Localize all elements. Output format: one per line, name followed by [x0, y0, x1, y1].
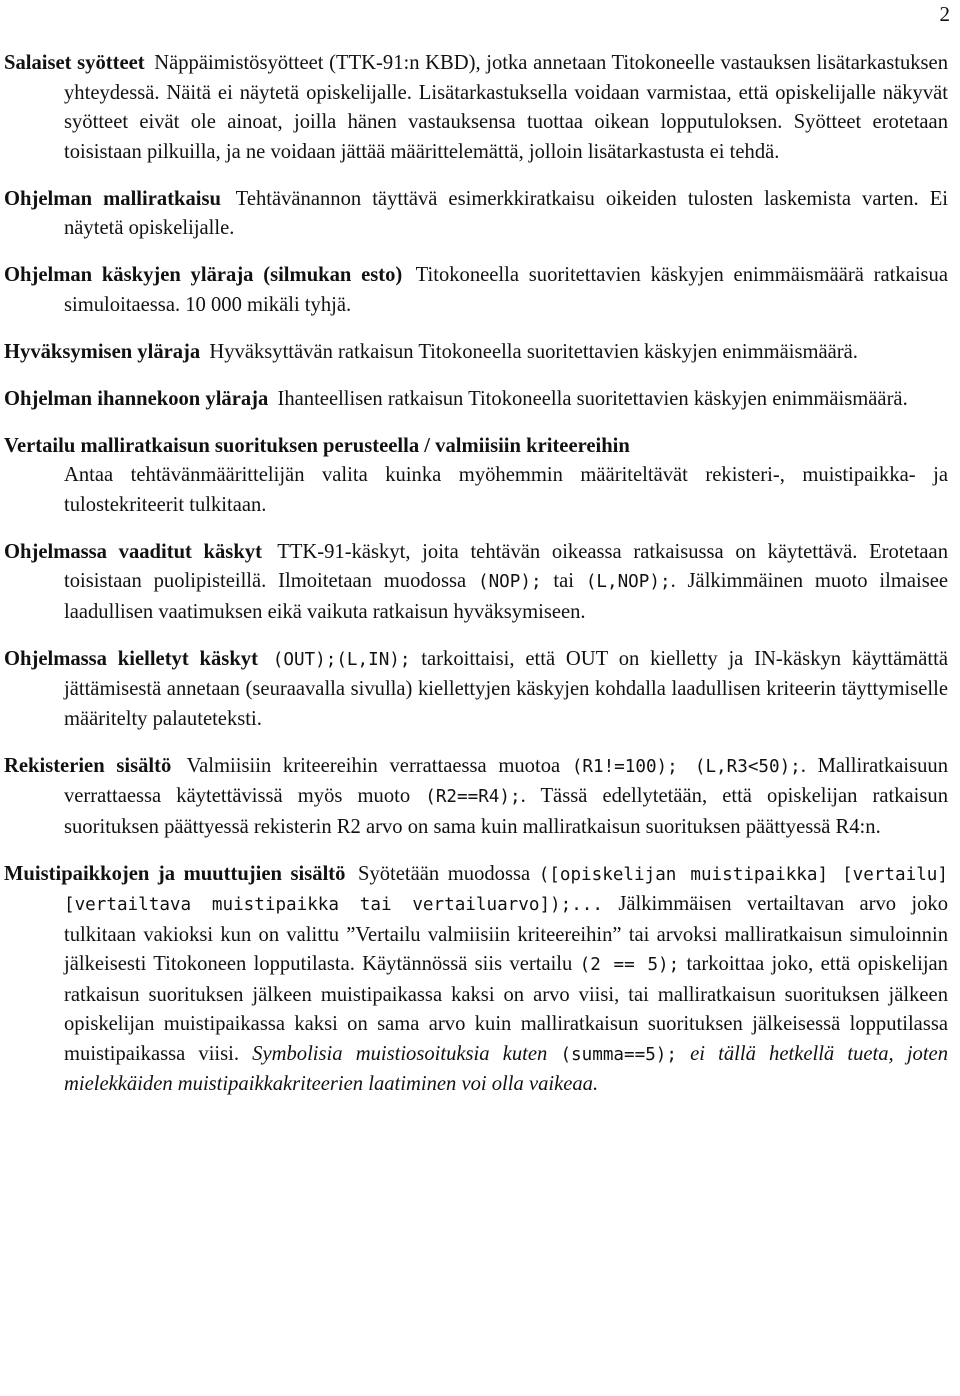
code-snippet: (R2==R4);: [425, 787, 521, 807]
entry-rekisterien-sisalto: [0, 752, 948, 843]
term-label: Vertailu malliratkaisun suorituksen perusteella / valmiisiin kriteereihin: [4, 434, 630, 457]
term-description: Antaa tehtävänmäärittelijän valita kuinka myöhemmin määriteltävät rekisteri-, muistipaikka- ja tulostekriteerit tulkitaan.: [64, 464, 948, 516]
term-description: . Malliratkaisuun verrattaessa käytettävissä myös muoto: [64, 754, 949, 807]
term-description: Jälkimmäisen vertailtavan arvo joko tulkitaan vakioksi kun on valittu ”Vertailu valmiisiin kriteereihin” tai arvoksi malliratkaisun simuloinnin jälkeisesti Titokoneen lopputilasta. Käytännössä siis vertailu: [64, 893, 948, 975]
entry-kielletyt-kaskyt: [0, 645, 948, 735]
term-label: Hyväksymisen yläraja: [4, 340, 201, 363]
code-snippet: ([opiskelijan muistipaikka] [vertailu] [vertailtava muistipaikka tai vertailuarvo]);...: [64, 864, 948, 915]
entry-muistipaikkojen-sisalto: [0, 860, 948, 1100]
entry-kaskyjen-ylaraja: [0, 261, 948, 320]
code-snippet: (2 == 5);: [579, 955, 680, 975]
term-description: Valmiisiin kriteereihin verrattaessa muotoa: [186, 754, 572, 777]
term-label: Salaiset syötteet: [4, 52, 145, 74]
term-description: Näppäimistösyötteet (TTK-91:n KBD), jotka annetaan Titokoneelle vastauksen lisätarkastuksen yhteydessä. Näitä ei näytetä opiskelijalle. Lisätarkastuksella voidaan varmistaa, että opiskelijalle näkyvät syötteet eivät ole ainoat, joilla hänen vastauksensa tuottaa oikean lopputuloksen. Syötteet erotetaan toisistaan pilkuilla, ja ne voidaan jättää määrittelemättä, jolloin lisätarkastusta ei tehdä.: [64, 52, 948, 163]
definition-list: [0, 49, 948, 1117]
term-description: Hyväksyttävän ratkaisun Titokoneella suoritettavien käskyjen enimmäismäärä.: [209, 340, 858, 363]
italic-note: ei tällä hetkellä tueta, joten mielekkäiden muistipaikkakriteerien laatiminen voi olla vaikeaa.: [64, 1042, 948, 1095]
term-description: . Jälkimmäinen muoto ilmaisee laadullisen vaatimuksen eikä vaikuta ratkaisun hyväksymiseen.: [64, 570, 948, 623]
code-snippet: (OUT);(L,IN);: [272, 649, 411, 670]
entry-ohjelman-malliratkaisu: [0, 185, 948, 244]
term-label: Ohjelman käskyjen yläraja (silmukan esto): [4, 264, 403, 286]
term-description: TTK-91-käskyt, joita tehtävän oikeassa ratkaisussa on käytettävä. Erotetaan toisistaan puolipisteillä. Ilmoitetaan muodossa: [64, 540, 948, 592]
entry-salaiset-syotteet: [0, 49, 948, 167]
term-description: Tehtävänannon täyttävä esimerkkiratkaisu oikeiden tulosten laskemista varten. Ei näytetä opiskelijalle.: [64, 187, 948, 239]
term-description: tai: [541, 570, 586, 592]
code-snippet: (R1!=100); (L,R3<50);: [571, 756, 801, 777]
term-label: Ohjelmassa vaaditut käskyt: [4, 540, 262, 563]
term-label: Ohjelman ihannekoon yläraja: [4, 387, 269, 410]
code-snippet: (NOP);: [477, 572, 542, 592]
italic-note: Symbolisia muistiosoituksia kuten: [252, 1042, 561, 1065]
term-label: Ohjelman malliratkaisu: [4, 187, 221, 210]
term-description: Titokoneella suoritettavien käskyjen enimmäismäärä ratkaisua simuloitaessa. 10 000 mikäli tyhjä.: [64, 264, 948, 316]
term-label: Muistipaikkojen ja muuttujien sisältö: [4, 862, 346, 885]
term-description: Syötetään muodossa: [358, 862, 539, 885]
entry-ihannekoon-ylaraja: [0, 385, 948, 415]
term-description: Ihanteellisen ratkaisun Titokoneella suoritettavien käskyjen enimmäismäärä.: [277, 387, 908, 410]
code-snippet: (L,NOP);: [585, 572, 671, 592]
code-snippet: (summa==5);: [560, 1044, 677, 1065]
term-description: tarkoittaa joko, että opiskelijan ratkaisun suorituksen jälkeen muistipaikassa kaksi on arvo viisi, tai malliratkaisun suorituksen jälkeen opiskelijan muistipaikassa kaksi on sama arvo kuin malliratkaisun suorituksen jälkeisessä lopputilassa muistipaikassa viisi.: [64, 953, 948, 1065]
term-label: Rekisterien sisältö: [4, 754, 172, 777]
page-number: 2: [939, 2, 950, 26]
term-description: . Tässä edellytetään, että opiskelijan ratkaisun suorituksen päättyessä rekisterin R2 arvo on sama kuin malliratkaisun suorituksen päättyessä R4:n.: [64, 785, 949, 838]
entry-hyvaksymisen-ylaraja: [0, 338, 948, 368]
entry-vaaditut-kaskyt: [0, 538, 948, 628]
term-description: tarkoittaisi, että OUT on kielletty ja IN-käskyn käyttämättä jättämisestä annetaan (seuraavalla sivulla) kiellettyjen käskyjen kohdalla laadullisen kriteerin täyttymiselle määritelty palauteteksti.: [64, 647, 948, 730]
entry-vertailu: [0, 432, 948, 521]
term-label: Ohjelmassa kielletyt käskyt: [4, 647, 258, 670]
